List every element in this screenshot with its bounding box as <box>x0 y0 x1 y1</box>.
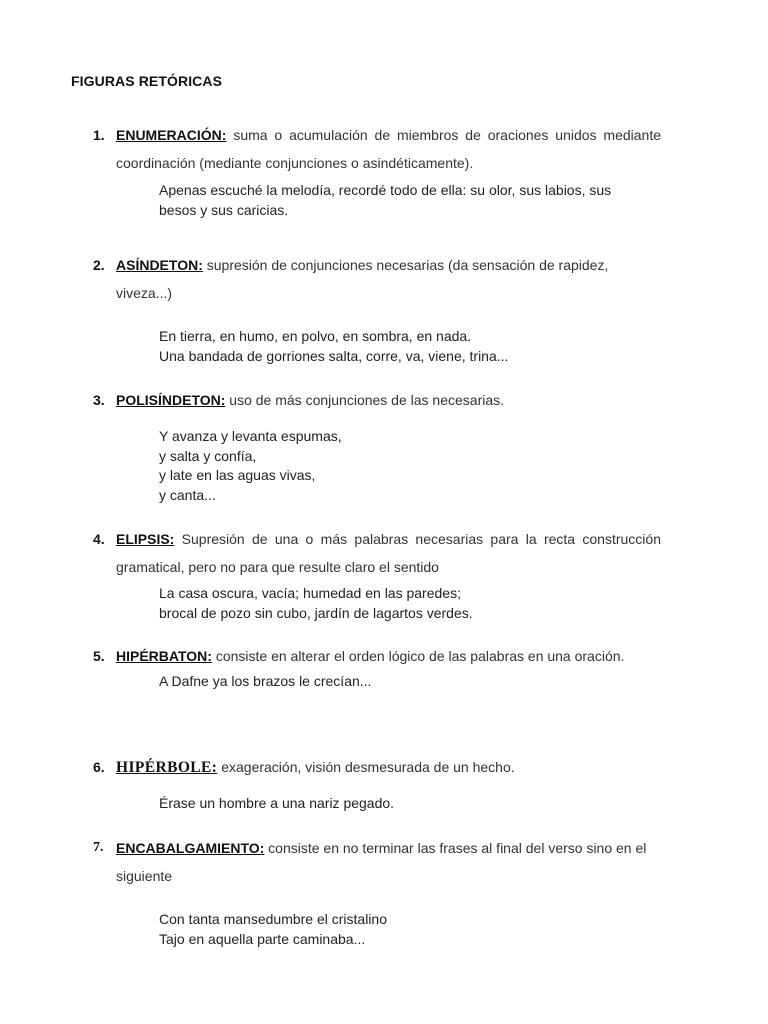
item-example <box>159 672 661 692</box>
example-line: y late en las aguas vivas, <box>159 467 316 483</box>
example-line: A Dafne ya los brazos le crecían... <box>159 673 372 689</box>
list-item-encabalgamiento <box>93 834 661 949</box>
item-example <box>159 910 661 949</box>
item-number: 7. <box>93 840 104 855</box>
document-title: FIGURAS RETÓRICAS <box>71 73 223 89</box>
item-number: 1. <box>93 127 105 143</box>
item-definition-text: supresión de conjunciones necesarias (da sensación de rapidez, viveza...) <box>116 257 609 301</box>
example-line: La casa oscura, vacía; humedad en las paredes; <box>159 585 461 601</box>
item-definition-text: suma o acumulación de miembros de oraciones unidos mediante coordinación (mediante conjunciones o asindéticamente). <box>116 127 661 171</box>
item-number: 5. <box>93 648 105 664</box>
item-definition <box>116 753 661 782</box>
item-term: ELIPSIS: <box>116 531 175 547</box>
example-line: En tierra, en humo, en polvo, en sombra, en nada. <box>159 328 472 344</box>
item-example <box>159 181 649 220</box>
item-definition <box>116 642 661 670</box>
item-number: 2. <box>93 257 105 273</box>
list-item-asindeton <box>93 251 661 366</box>
item-term: HIPÉRBOLE: <box>116 759 218 776</box>
example-line: Y avanza y levanta espumas, <box>159 428 342 444</box>
list-item-polisindeton <box>93 386 661 505</box>
item-definition-text: uso de más conjunciones de las necesarias. <box>225 392 505 408</box>
item-definition <box>116 386 661 414</box>
item-example <box>159 327 661 366</box>
item-example <box>159 584 661 623</box>
item-term: HIPÉRBATON: <box>116 648 212 664</box>
list-item-hiperbaton <box>93 642 661 692</box>
item-number: 4. <box>93 531 105 547</box>
list-item-elipsis <box>93 525 661 623</box>
example-line: Érase un hombre a una nariz pegado. <box>159 795 395 811</box>
item-definition <box>116 121 661 177</box>
item-term: POLISÍNDETON: <box>116 392 226 408</box>
item-number: 6. <box>93 759 105 775</box>
example-line: Una bandada de gorriones salta, corre, va, viene, trina... <box>159 347 509 364</box>
example-line: Con tanta mansedumbre el cristalino <box>159 911 388 927</box>
item-definition-text: Supresión de una o más palabras necesarias para la recta construcción gramatical, pero no para que resulte claro el sentido <box>116 531 661 575</box>
example-line: y salta y confía, <box>159 447 257 464</box>
item-term: ENUMERACIÓN: <box>116 127 227 143</box>
example-line: brocal de pozo sin cubo, jardín de lagartos verdes. <box>159 604 473 621</box>
item-definition-text: consiste en alterar el orden lógico de las palabras en una oración. <box>211 648 625 664</box>
item-definition <box>116 251 661 307</box>
item-example <box>159 427 661 505</box>
example-line: Apenas escuché la melodía, recordé todo de ella: su olor, sus labios, sus besos y sus caricias. <box>159 182 612 218</box>
item-term: ASÍNDETON: <box>116 257 203 273</box>
example-line: y canta... <box>159 486 216 503</box>
item-definition-text: exageración, visión desmesurada de un hecho. <box>217 759 515 775</box>
list-item-enumeracion <box>93 121 661 220</box>
item-example <box>159 794 661 814</box>
item-number: 3. <box>93 392 105 408</box>
example-line: Tajo en aquella parte caminaba... <box>159 930 366 947</box>
item-term: ENCABALGAMIENTO: <box>116 840 265 856</box>
item-definition <box>116 525 661 581</box>
item-definition-text: consiste en no terminar las frases al final del verso sino en el siguiente <box>116 840 647 884</box>
list-item-hiperbole <box>93 753 661 814</box>
item-definition <box>116 834 661 890</box>
